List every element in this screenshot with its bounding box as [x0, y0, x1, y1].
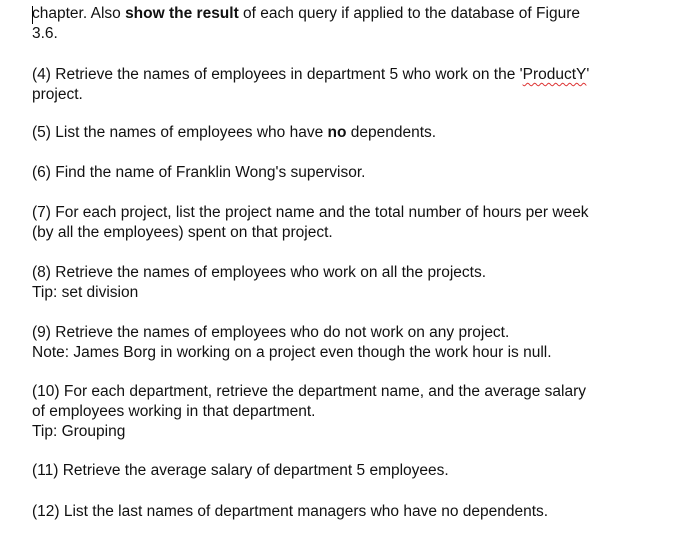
question-10: [32, 382, 586, 442]
question-9: [32, 323, 552, 363]
intro-line-2: 3.6.: [32, 25, 58, 42]
question-12-line-1: (12) List the last names of department managers who have no dependents.: [32, 503, 549, 520]
intro-bold-text: show the result: [125, 5, 239, 22]
question-4-text-a: (4) Retrieve the names of employees in department 5 who work on the ': [32, 66, 523, 83]
question-9-line-2: Note: James Borg in working on a project even though the work hour is null.: [32, 344, 552, 361]
question-5-text-a: (5) List the names of employees who have: [32, 124, 328, 141]
question-10-line-3: Tip: Grouping: [32, 423, 126, 440]
question-7-line-1: (7) For each project, list the project name and the total number of hours per week: [32, 204, 589, 221]
question-7: [32, 203, 589, 243]
question-8-line-2: Tip: set division: [32, 284, 139, 301]
question-8-line-1: (8) Retrieve the names of employees who work on all the projects.: [32, 264, 487, 281]
spellcheck-word: ProductY: [522, 66, 587, 83]
question-5: [32, 123, 436, 143]
question-4: [32, 65, 589, 105]
question-4-line-1: [32, 65, 589, 85]
question-7-line-2: (by all the employees) spent on that project.: [32, 224, 333, 241]
question-10-line-1: (10) For each department, retrieve the department name, and the average salary: [32, 383, 586, 400]
question-8: [32, 263, 486, 303]
intro-text-b: of each query if applied to the database of Figure: [238, 5, 580, 22]
question-6-line-1: (6) Find the name of Franklin Wong's supervisor.: [32, 164, 366, 181]
intro-paragraph: [32, 4, 580, 44]
question-5-bold-text: no: [327, 124, 347, 141]
intro-line-1: [32, 4, 580, 24]
question-4-line-2: project.: [32, 86, 83, 103]
question-11: [32, 461, 449, 481]
intro-text-a: chapter. Also: [32, 5, 126, 22]
question-4-text-b: ': [586, 66, 590, 83]
question-6: [32, 163, 366, 183]
question-10-line-2: of employees working in that department.: [32, 403, 316, 420]
question-12: [32, 502, 548, 522]
question-5-text-b: dependents.: [346, 124, 437, 141]
question-5-line-1: [32, 123, 436, 143]
question-9-line-1: (9) Retrieve the names of employees who do not work on any project.: [32, 324, 510, 341]
question-11-line-1: (11) Retrieve the average salary of department 5 employees.: [32, 462, 449, 479]
